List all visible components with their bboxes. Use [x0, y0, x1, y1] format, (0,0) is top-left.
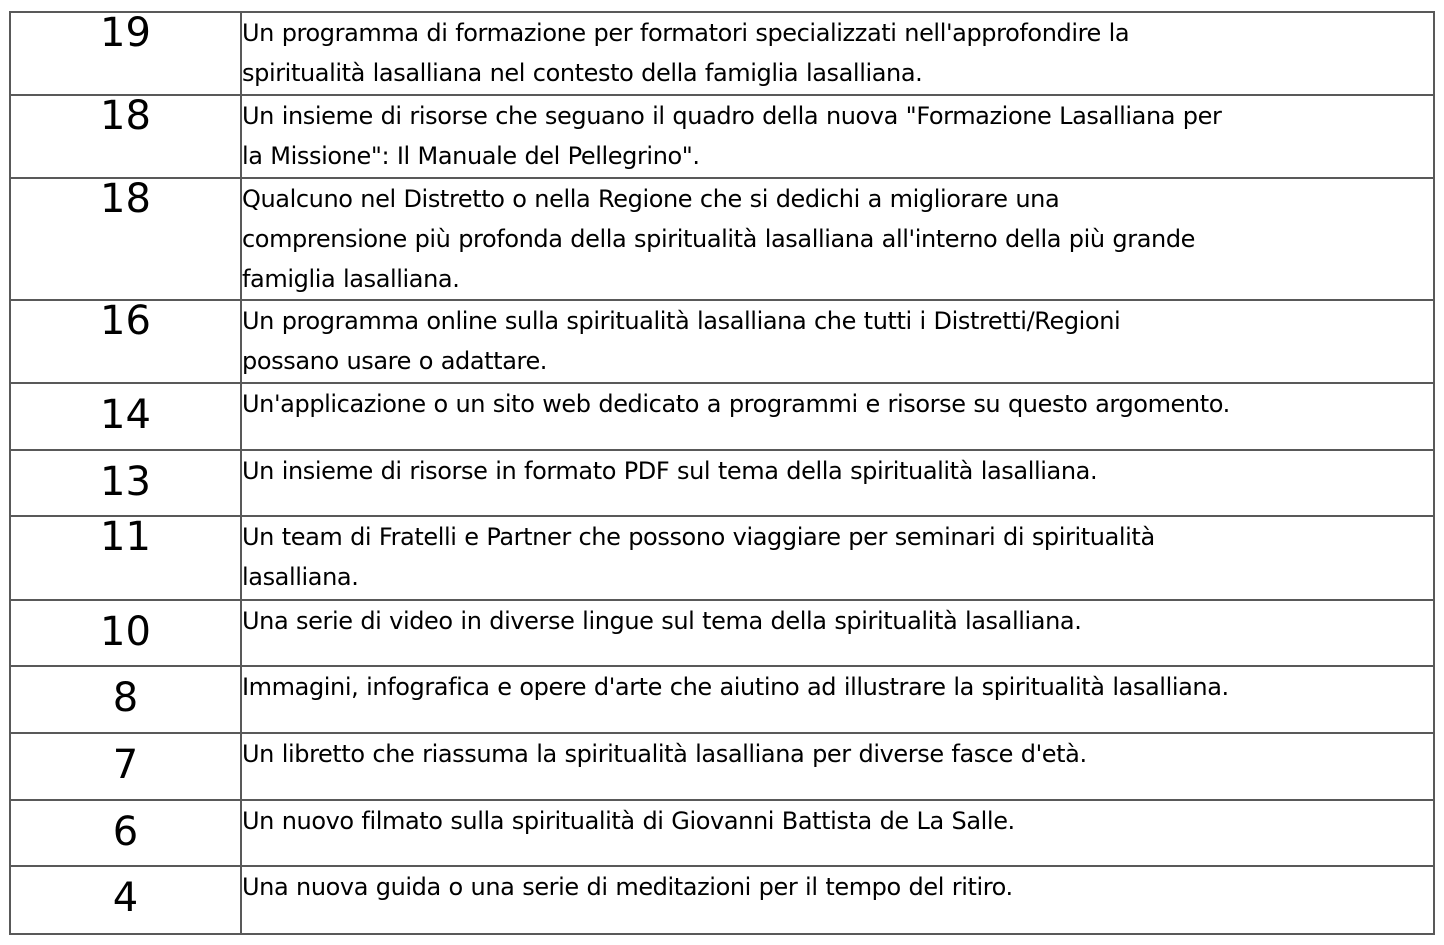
resource-description: Un programma online sulla spiritualità lasalliana che tutti i Distretti/Regioni possano usare o adattare.	[241, 300, 1434, 383]
table-row	[10, 600, 1434, 666]
resource-description: Una nuova guida o una serie di meditazioni per il tempo del ritiro.	[241, 866, 1434, 934]
vote-count: 6	[10, 800, 241, 866]
table-row	[10, 800, 1434, 866]
table-row	[10, 866, 1434, 934]
resource-description: Un'applicazione o un sito web dedicato a programmi e risorse su questo argomento.	[241, 383, 1434, 450]
table-row	[10, 450, 1434, 516]
table-row	[10, 300, 1434, 383]
resource-description: Un insieme di risorse che seguano il quadro della nuova "Formazione Lasalliana per la Missione": Il Manuale del Pellegrino".	[241, 95, 1434, 178]
resource-description: Un nuovo filmato sulla spiritualità di Giovanni Battista de La Salle.	[241, 800, 1434, 866]
vote-count: 18	[10, 178, 241, 300]
vote-count: 8	[10, 666, 241, 733]
vote-count: 16	[10, 300, 241, 383]
vote-count: 14	[10, 383, 241, 450]
table-row	[10, 666, 1434, 733]
table-row	[10, 95, 1434, 178]
table-row	[10, 516, 1434, 600]
resource-description: Un libretto che riassuma la spiritualità lasalliana per diverse fasce d'età.	[241, 733, 1434, 800]
resource-description: Un team di Fratelli e Partner che possono viaggiare per seminari di spiritualità lasalliana.	[241, 516, 1434, 600]
resource-description: Una serie di video in diverse lingue sul tema della spiritualità lasalliana.	[241, 600, 1434, 666]
vote-count: 13	[10, 450, 241, 516]
vote-count: 11	[10, 516, 241, 600]
table-row	[10, 178, 1434, 300]
vote-count: 18	[10, 95, 241, 178]
table-row	[10, 383, 1434, 450]
table-row	[10, 12, 1434, 95]
vote-count: 10	[10, 600, 241, 666]
vote-count: 19	[10, 12, 241, 95]
resource-description: Immagini, infografica e opere d'arte che aiutino ad illustrare la spiritualità lasalliana.	[241, 666, 1434, 733]
vote-count: 7	[10, 733, 241, 800]
vote-count: 4	[10, 866, 241, 934]
votes-table	[9, 11, 1435, 935]
resource-description: Qualcuno nel Distretto o nella Regione che si dedichi a migliorare una comprensione più profonda della spiritualità lasalliana all'interno della più grande famiglia lasalliana.	[241, 178, 1434, 300]
resource-description: Un insieme di risorse in formato PDF sul tema della spiritualità lasalliana.	[241, 450, 1434, 516]
table-row	[10, 733, 1434, 800]
resource-description: Un programma di formazione per formatori specializzati nell'approfondire la spiritualità lasalliana nel contesto della famiglia lasalliana.	[241, 12, 1434, 95]
